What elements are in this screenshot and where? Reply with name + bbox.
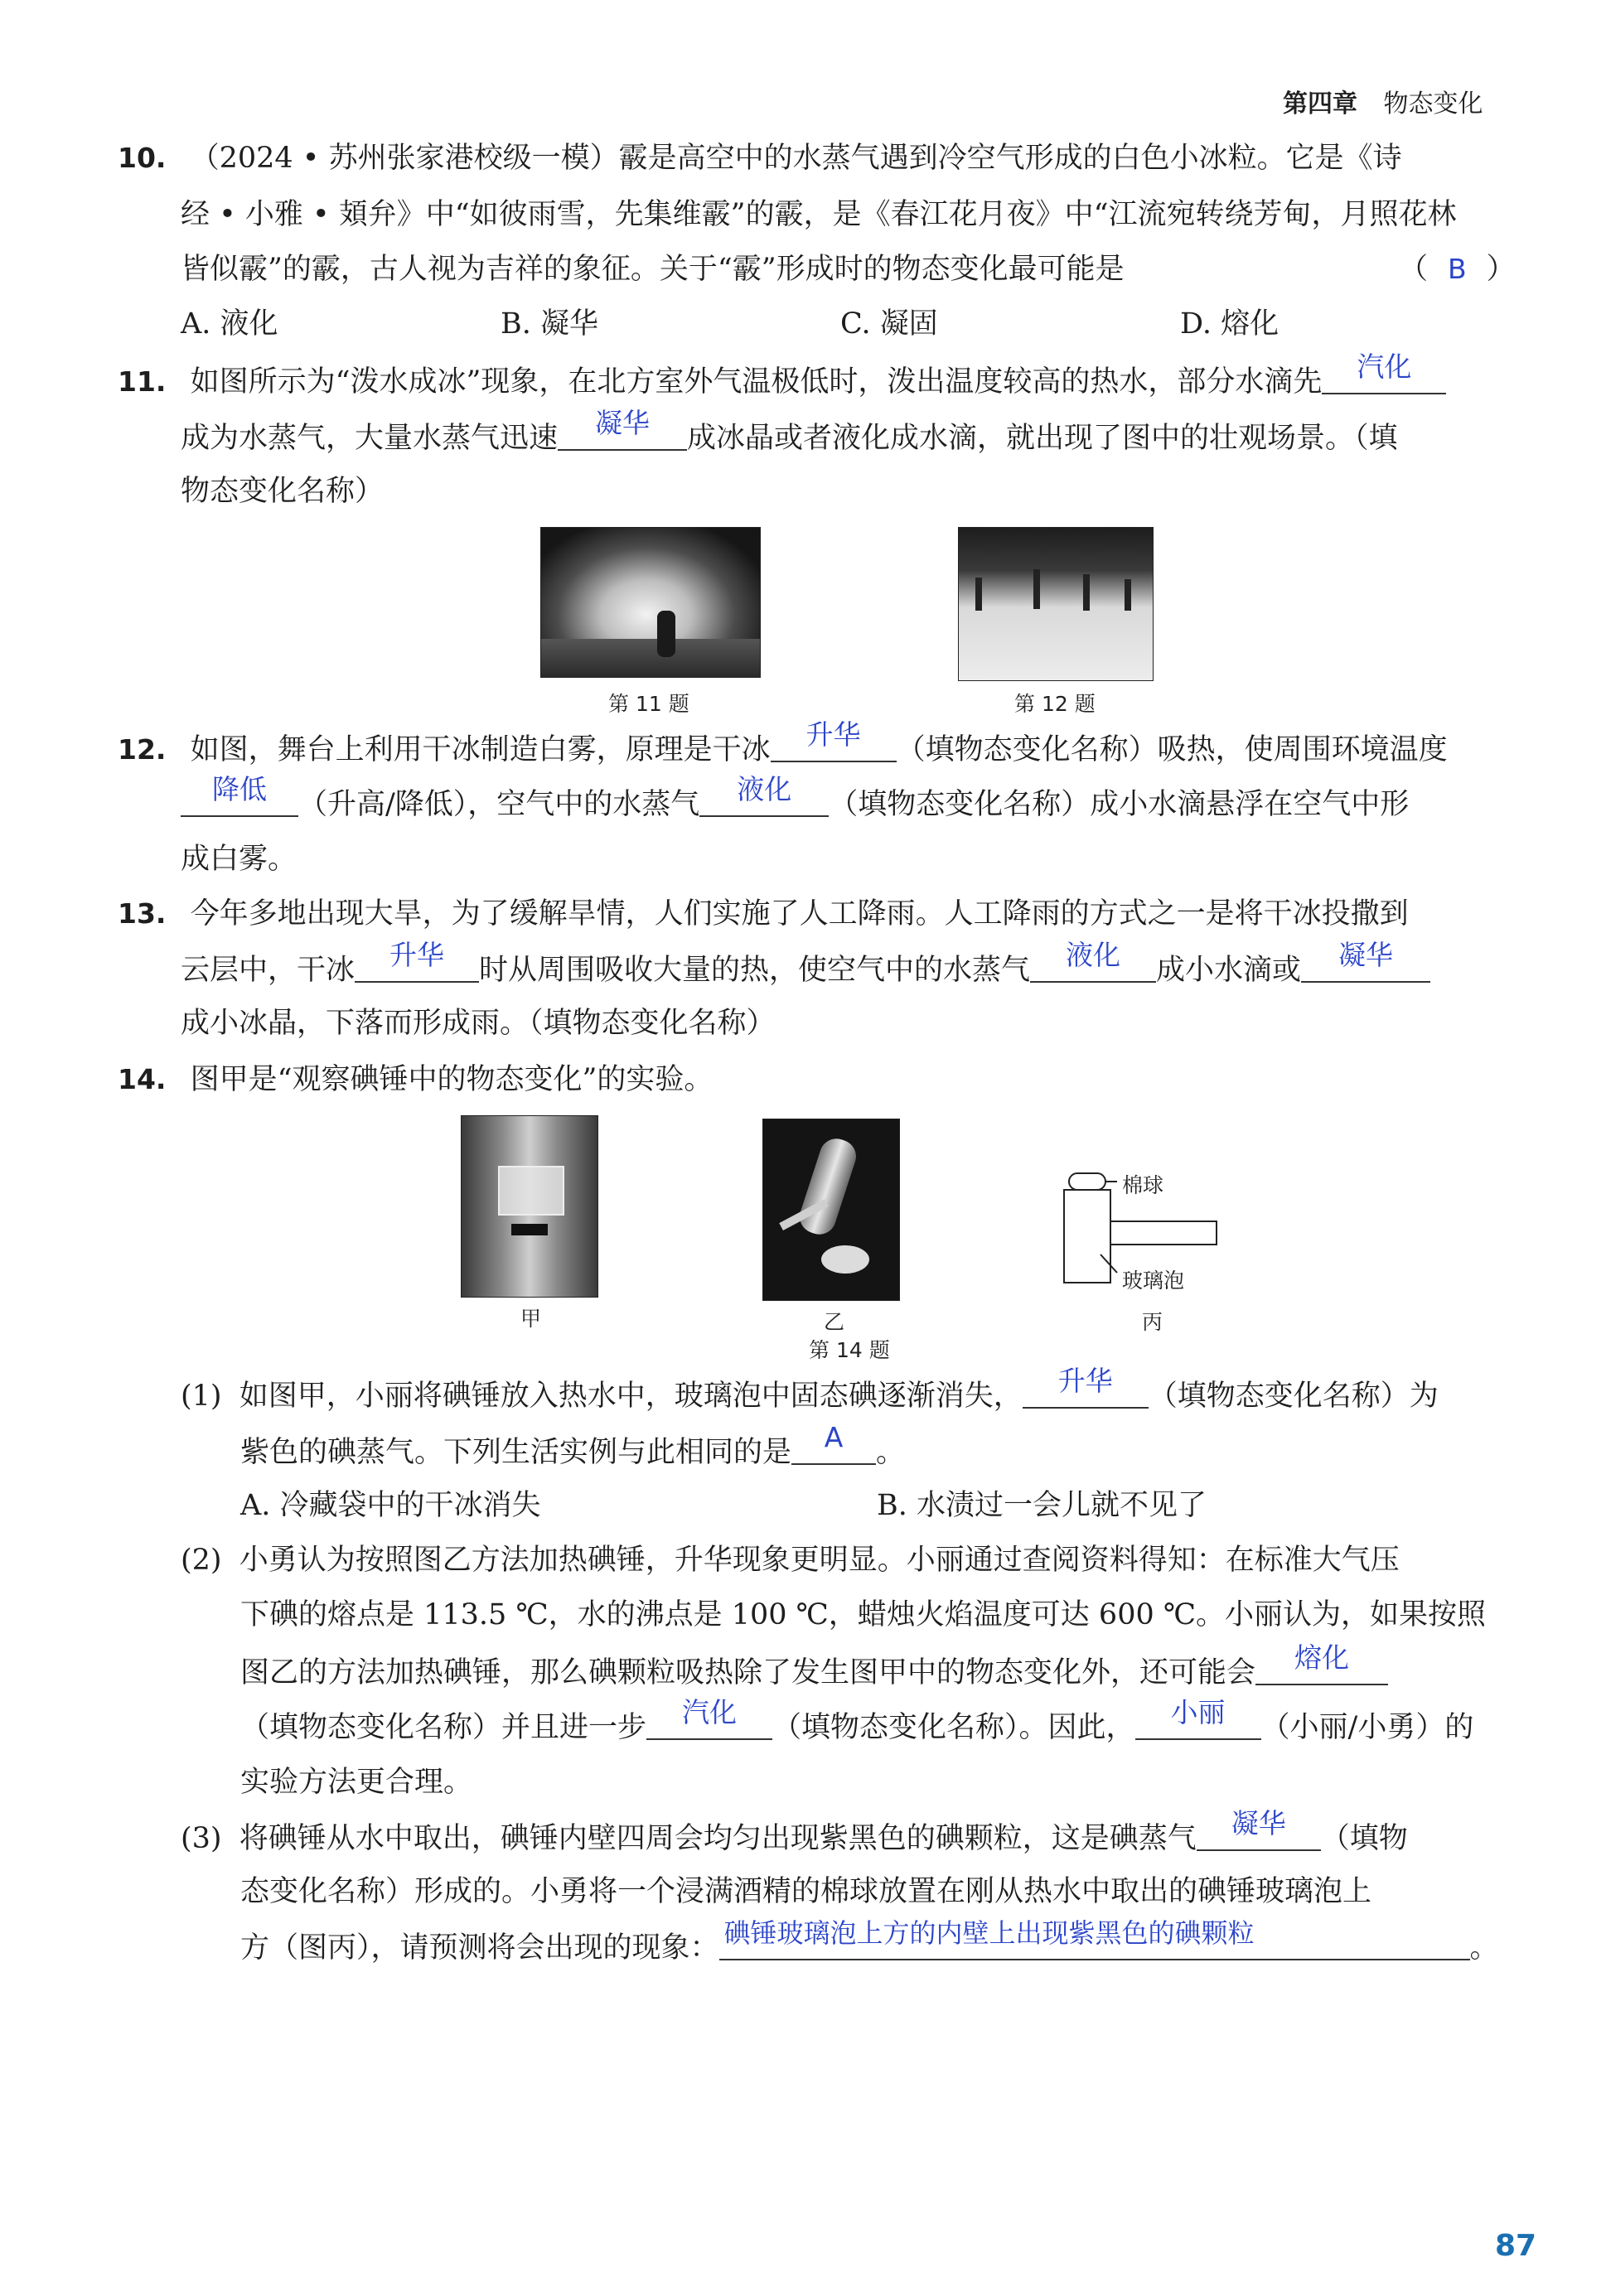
figure-c-label: 丙 <box>1142 1310 1163 1334</box>
q14-p3-line3: 方（图丙），请预测将会出现的现象： 碘锤玻璃泡上方的内壁上出现紫黑色的碘颗粒 。 <box>240 1917 1499 1965</box>
q12-blank-1: 升华 <box>771 729 897 762</box>
figure-a-beaker <box>498 1166 564 1216</box>
q14-p2-line5: 实验方法更合理。 <box>240 1766 473 1799</box>
q13-blank-1: 升华 <box>355 950 479 983</box>
q11-blank-2: 凝华 <box>558 418 687 451</box>
q12-number: 12. <box>118 733 167 766</box>
q14-p3-line2: 态变化名称）形成的。小勇将一个浸满酒精的棉球放置在刚从热水中取出的碘锤玻璃泡上 <box>240 1875 1372 1908</box>
q10-option-a: A. 液化 <box>181 307 278 341</box>
q14-intro-line: 14. 图甲是“观察碘锤中的物态变化”的实验。 <box>118 1063 714 1096</box>
q10-number: 10. <box>118 142 167 174</box>
q11-line3: 物态变化名称） <box>181 475 385 508</box>
q12-blank-2: 降低 <box>181 784 298 817</box>
chapter-header <box>1283 83 1483 119</box>
figure-14-caption: 第 14 题 <box>809 1338 890 1362</box>
q14-p3-line1: (3) 将碘锤从水中取出，碘锤内壁四周会均匀出现紫黑色的碘颗粒，这是碘蒸气 凝华 （填物 <box>181 1807 1408 1855</box>
q14-p1-blank-2: A <box>791 1432 876 1465</box>
figure-b-iodine-tube <box>796 1134 860 1239</box>
figure-12-performer <box>975 578 982 611</box>
q13-blank-3: 凝华 <box>1301 950 1430 983</box>
figure-b-candle <box>821 1245 869 1274</box>
q14-p3-blank-1: 凝华 <box>1197 1818 1321 1851</box>
q13-blank-2: 液化 <box>1030 950 1156 983</box>
q11-line1: 11. 如图所示为“泼水成冰”现象，在北方室外气温极低时，泼出温度较高的热水，部分水滴先 汽化 <box>118 361 1446 401</box>
figure-12-performer <box>1033 569 1040 609</box>
q14-p2-blank-3: 小丽 <box>1135 1707 1261 1740</box>
q10-answer-bracket: （ B ） <box>1399 253 1516 286</box>
q12-line3: 成白雾。 <box>181 843 297 876</box>
q14-p2-line1: (2) 小勇认为按照图乙方法加热碘锤，升华现象更明显。小丽通过查阅资料得知：在标准大气压 <box>181 1544 1400 1577</box>
q11-line2: 成为水蒸气，大量水蒸气迅速 凝华 成冰晶或者液化成水滴，就出现了图中的壮观场景。（填 <box>181 407 1398 455</box>
figure-12-caption: 第 12 题 <box>1014 692 1096 716</box>
page-number: 87 <box>1495 2229 1537 2263</box>
q10-line2: 经 • 小雅 • 頍弁》中“如彼雨雪，先集维霰”的霰，是《春江花月夜》中“江流宛转绕芳甸，月照花林 <box>181 198 1457 231</box>
figure-c-cotton-label: 棉球 <box>1122 1173 1164 1197</box>
figure-11-ground <box>541 639 760 677</box>
figure-12-performer <box>1083 574 1090 611</box>
q14-p2-blank-2: 汽化 <box>646 1707 772 1740</box>
figure-12-photo <box>958 527 1154 681</box>
q14-p1-tag: (1) <box>181 1380 222 1413</box>
figure-c-bulb-label: 玻璃泡 <box>1122 1269 1185 1293</box>
q12-blank-3: 液化 <box>699 784 829 817</box>
figure-a-photo <box>461 1115 598 1298</box>
q14-p3-tag: (3) <box>181 1822 222 1855</box>
q13-line2: 云层中，干冰 升华 时从周围吸收大量的热，使空气中的水蒸气 液化 成小水滴或 凝华 <box>181 950 1430 989</box>
chapter-topic: 物态变化 <box>1383 89 1483 118</box>
q12-line1: 12. 如图，舞台上利用干冰制造白雾，原理是干冰 升华 （填物态变化名称）吸热，使周围环境温度 <box>118 718 1448 766</box>
figure-b-photo <box>762 1119 900 1301</box>
q14-p2-line4: （填物态变化名称）并且进一步 汽化 （填物态变化名称）。因此， 小丽 （小丽/小勇）的 <box>240 1696 1474 1744</box>
q10-answer: B <box>1448 253 1467 285</box>
q14-p1-line1: (1) 如图甲，小丽将碘锤放入热水中，玻璃泡中固态碘逐渐消失， 升华 （填物态变化名称）为 <box>181 1365 1439 1413</box>
q11-number: 11. <box>118 365 167 398</box>
q11-blank-1: 汽化 <box>1322 361 1446 394</box>
q14-p2-line3: 图乙的方法加热碘锤，那么碘颗粒吸热除了发生图甲中的物态变化外，还可能会 熔化 <box>240 1652 1388 1692</box>
q10-line1: 10. （2024 • 苏州张家港校级一模）霰是高空中的水蒸气遇到冷空气形成的白色小冰粒。它是《诗 <box>118 142 1402 175</box>
q12-line2: 降低 （升高/降低），空气中的水蒸气 液化 （填物态变化名称）成小水滴悬浮在空气中形 <box>181 784 1409 824</box>
figure-12-performer <box>1125 579 1131 611</box>
q14-p1-option-a: A. 冷藏袋中的干冰消失 <box>240 1489 541 1522</box>
q14-p1-line2: 紫色的碘蒸气。下列生活实例与此相同的是 A 。 <box>240 1421 906 1469</box>
figure-11-photo <box>540 527 761 678</box>
figure-a-burner <box>511 1224 548 1235</box>
q10-option-b: B. 凝华 <box>501 307 598 341</box>
figure-11-caption: 第 11 题 <box>608 692 689 716</box>
q13-number: 13. <box>118 897 167 930</box>
q14-number: 14. <box>118 1063 167 1095</box>
q13-line1: 13. 今年多地出现大旱，为了缓解旱情，人们实施了人工降雨。人工降雨的方式之一是将干冰投撒到 <box>118 897 1409 930</box>
q14-p1-blank-1: 升华 <box>1023 1375 1149 1409</box>
q10-option-c: C. 凝固 <box>840 307 938 341</box>
q10-option-d: D. 熔化 <box>1180 307 1279 341</box>
figure-11-person <box>657 611 675 657</box>
q10-line3: 皆似霰”的霰，古人视为吉祥的象征。关于“霰”形成时的物态变化最可能是 <box>181 253 1125 286</box>
q14-p2-blank-1: 熔化 <box>1255 1652 1388 1685</box>
q14-p2-tag: (2) <box>181 1544 222 1577</box>
chapter-label: 第四章 <box>1283 89 1357 118</box>
q14-p1-option-b: B. 水渍过一会儿就不见了 <box>877 1489 1207 1522</box>
figure-a-label: 甲 <box>520 1307 542 1331</box>
q14-p3-blank-2: 碘锤玻璃泡上方的内壁上出现紫黑色的碘颗粒 <box>719 1927 1470 1960</box>
figure-b-label: 乙 <box>824 1310 845 1334</box>
q14-p2-line2: 下碘的熔点是 113.5 ℃，水的沸点是 100 ℃，蜡烛火焰温度可达 600 ℃。小丽认为，如果按照 <box>240 1598 1487 1631</box>
q13-line3: 成小冰晶，下落而形成雨。（填物态变化名称） <box>181 1007 776 1040</box>
